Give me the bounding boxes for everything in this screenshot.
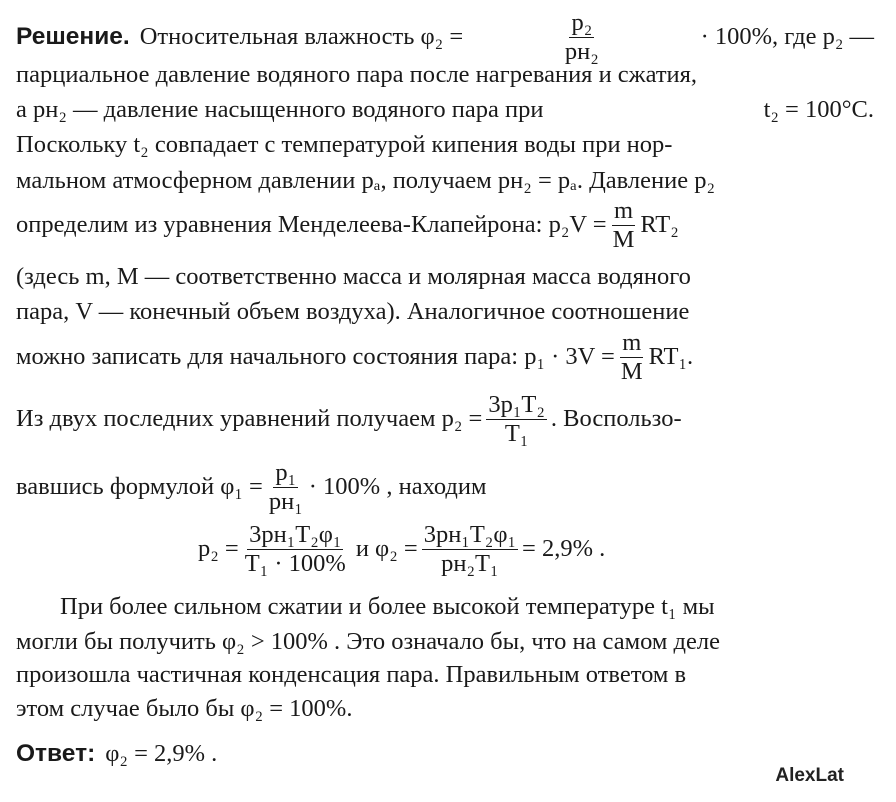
- fraction-num: p₂: [571, 9, 593, 36]
- line-13-text: могли бы получить φ₂ > 100% . Это означало бы, что на самом деле: [16, 628, 720, 655]
- text-line-5: [16, 166, 874, 197]
- text-line-7: [16, 262, 874, 293]
- text-line-3: [16, 95, 874, 126]
- solution-label: Решение.: [16, 22, 130, 50]
- fraction-num: m: [622, 329, 642, 356]
- line-9-text: можно записать для начального состояния пара: p₁ · 3V =: [16, 342, 615, 370]
- fraction-3p1t2: [486, 392, 547, 446]
- fraction-num: p₁: [275, 459, 297, 486]
- text-line-13: [16, 627, 874, 658]
- fraction-num: 3pн₁T₂φ₁: [249, 521, 342, 548]
- eq-and: и φ₂ =: [355, 534, 418, 562]
- fraction-phi2: [563, 10, 601, 64]
- text-line-6: [16, 198, 874, 252]
- fraction-num: 3pн₁T₂φ₁: [423, 521, 517, 548]
- text-line-14: [16, 660, 874, 691]
- fraction-den: pн₂T₁: [441, 549, 499, 577]
- line-2-text: парциальное давление водяного пара после нагревания и сжатия,: [16, 61, 698, 88]
- text-line-11: [16, 460, 874, 514]
- fraction-den: pн₁: [268, 487, 303, 515]
- text-line-1: [16, 10, 874, 64]
- line-11-tail: · 100% , находим: [308, 472, 487, 500]
- fraction-den: M: [620, 357, 643, 385]
- fraction-den: M: [612, 225, 635, 253]
- eq-result: = 2,9% .: [522, 534, 606, 562]
- line-3-tail: t₂ = 100°C.: [763, 96, 874, 123]
- line-6-text: определим из уравнения Менделеева-Клапейрона: p₂V =: [16, 210, 607, 238]
- fraction-den: pн₂: [564, 37, 599, 65]
- line-1-text: Относительная влажность φ₂ =: [139, 22, 464, 50]
- fraction-num: m: [613, 197, 634, 224]
- line-10-tail: . Воспользо-: [550, 404, 682, 432]
- fraction-m-over-m: [611, 198, 637, 252]
- answer-label: Ответ:: [16, 740, 96, 767]
- fraction-p2-result: [243, 522, 348, 576]
- fraction-num: 3p₁T₂: [488, 391, 545, 418]
- text-line-4: [16, 130, 874, 161]
- line-11-text: вавшись формулой φ₁ =: [16, 472, 263, 500]
- text-line-12: [60, 592, 874, 623]
- fraction-den: T₁: [504, 419, 529, 447]
- text-line-9: [16, 330, 874, 384]
- signature-watermark: AlexLat: [775, 765, 844, 787]
- eq-lhs: p₂ =: [198, 534, 239, 562]
- line-8-text: пара, V — конечный объем воздуха). Аналогичное соотношение: [16, 298, 690, 325]
- line-7-text: (здесь m, M — соответственно масса и молярная масса водяного: [16, 263, 691, 290]
- text-line-15: [16, 694, 874, 725]
- line-14-text: произошла частичная конденсация пара. Правильным ответом в: [16, 661, 687, 688]
- fraction-phi2-result: [422, 522, 518, 576]
- line-12-text: При более сильном сжатии и более высокой температуре t₁ мы: [60, 593, 715, 620]
- line-6-tail: RT₂: [640, 210, 679, 238]
- line-4-text: Поскольку t₂ совпадает с температурой кипения воды при нор-: [16, 131, 673, 158]
- line-1-tail: · 100%, где p₂ —: [700, 22, 874, 50]
- line-9-tail: RT₁.: [648, 342, 694, 370]
- line-10-text: Из двух последних уравнений получаем p₂ =: [16, 404, 483, 432]
- text-line-8: [16, 297, 874, 328]
- display-equation: [198, 522, 874, 576]
- fraction-den: T₁ · 100%: [244, 549, 346, 577]
- text-line-10: [16, 392, 874, 446]
- line-5-text: мальном атмосферном давлении pₐ, получаем pн₂ = pₐ. Давление p₂: [16, 167, 716, 194]
- answer-value: φ₂ = 2,9% .: [105, 740, 218, 767]
- line-15-text: этом случае было бы φ₂ = 100%.: [16, 695, 353, 722]
- fraction-m-over-m-2: [619, 330, 645, 384]
- fraction-phi1: [267, 460, 305, 514]
- line-3-text: а pн₂ — давление насыщенного водяного пара при: [16, 96, 544, 123]
- text-line-2: [16, 60, 874, 91]
- answer-line: [16, 739, 874, 770]
